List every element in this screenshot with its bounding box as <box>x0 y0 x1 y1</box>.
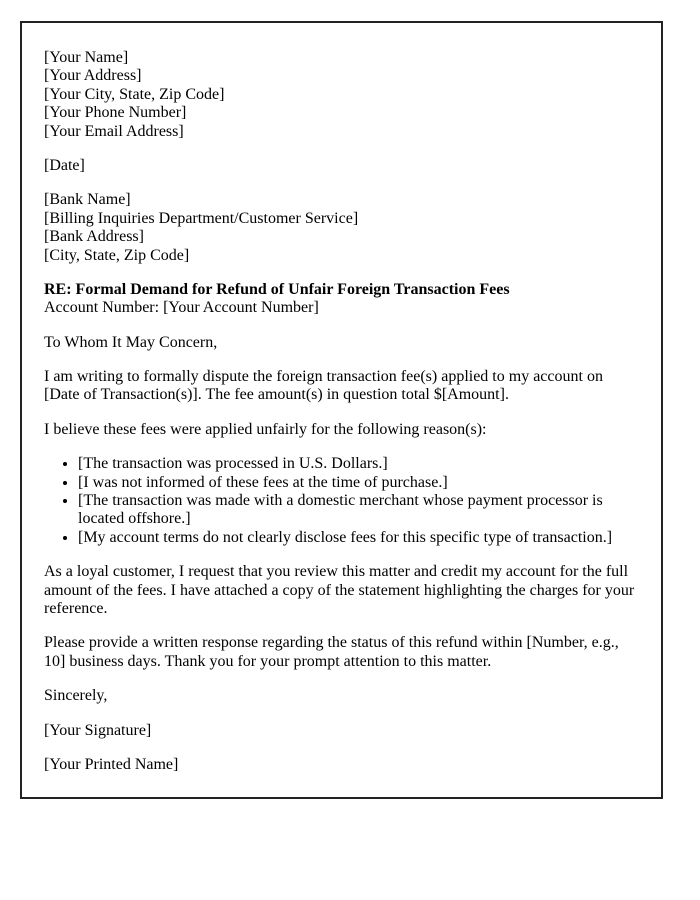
recipient-address-block <box>44 191 639 265</box>
bank-city-line: [City, State, Zip Code] <box>44 246 190 264</box>
subject-line: RE: Formal Demand for Refund of Unfair Foreign Transaction Fees <box>44 280 510 298</box>
sender-address-line: [Your Address] <box>44 67 142 85</box>
sender-address-block <box>44 49 639 141</box>
sender-phone-line: [Your Phone Number] <box>44 104 187 122</box>
reason-item: • [The transaction was made with a domestic merchant whose payment processor is located offshore.] <box>78 492 639 529</box>
reasons-intro: I believe these fees were applied unfairly for the following reason(s): <box>44 420 487 438</box>
request-paragraph: As a loyal customer, I request that you review this matter and credit my account for the full amount of the fees. I have attached a copy of the statement highlighting the charges for your reference. <box>44 563 635 617</box>
subject-block <box>44 281 639 318</box>
account-number-line: Account Number: [Your Account Number] <box>44 299 319 317</box>
sender-name-line: [Your Name] <box>44 49 129 66</box>
sender-city-line: [Your City, State, Zip Code] <box>44 85 225 103</box>
closing-line: Sincerely, <box>44 687 108 705</box>
bank-department-line: [Billing Inquiries Department/Customer Service] <box>44 209 359 227</box>
printed-name-line: [Your Printed Name] <box>44 755 179 773</box>
salutation: To Whom It May Concern, <box>44 333 218 351</box>
response-paragraph: Please provide a written response regarding the status of this refund within [Number, e.g., 10] business days. Thank you for your prompt attention to this matter. <box>44 634 619 670</box>
reason-item: • [My account terms do not clearly disclose fees for this specific type of transaction.] <box>78 529 639 547</box>
reason-item: • [I was not informed of these fees at the time of purchase.] <box>78 474 639 492</box>
reasons-list <box>44 455 639 547</box>
letter-document <box>20 21 663 799</box>
intro-paragraph: I am writing to formally dispute the foreign transaction fee(s) applied to my account on [Date of Transaction(s)]. The fee amount(s) in question total $[Amount]. <box>44 368 603 404</box>
signature-line: [Your Signature] <box>44 721 152 739</box>
date-line: [Date] <box>44 156 85 174</box>
reason-item: • [The transaction was processed in U.S. Dollars.] <box>78 455 639 473</box>
bank-name-line: [Bank Name] <box>44 191 131 209</box>
sender-email-line: [Your Email Address] <box>44 122 184 140</box>
bank-address-line: [Bank Address] <box>44 228 144 246</box>
